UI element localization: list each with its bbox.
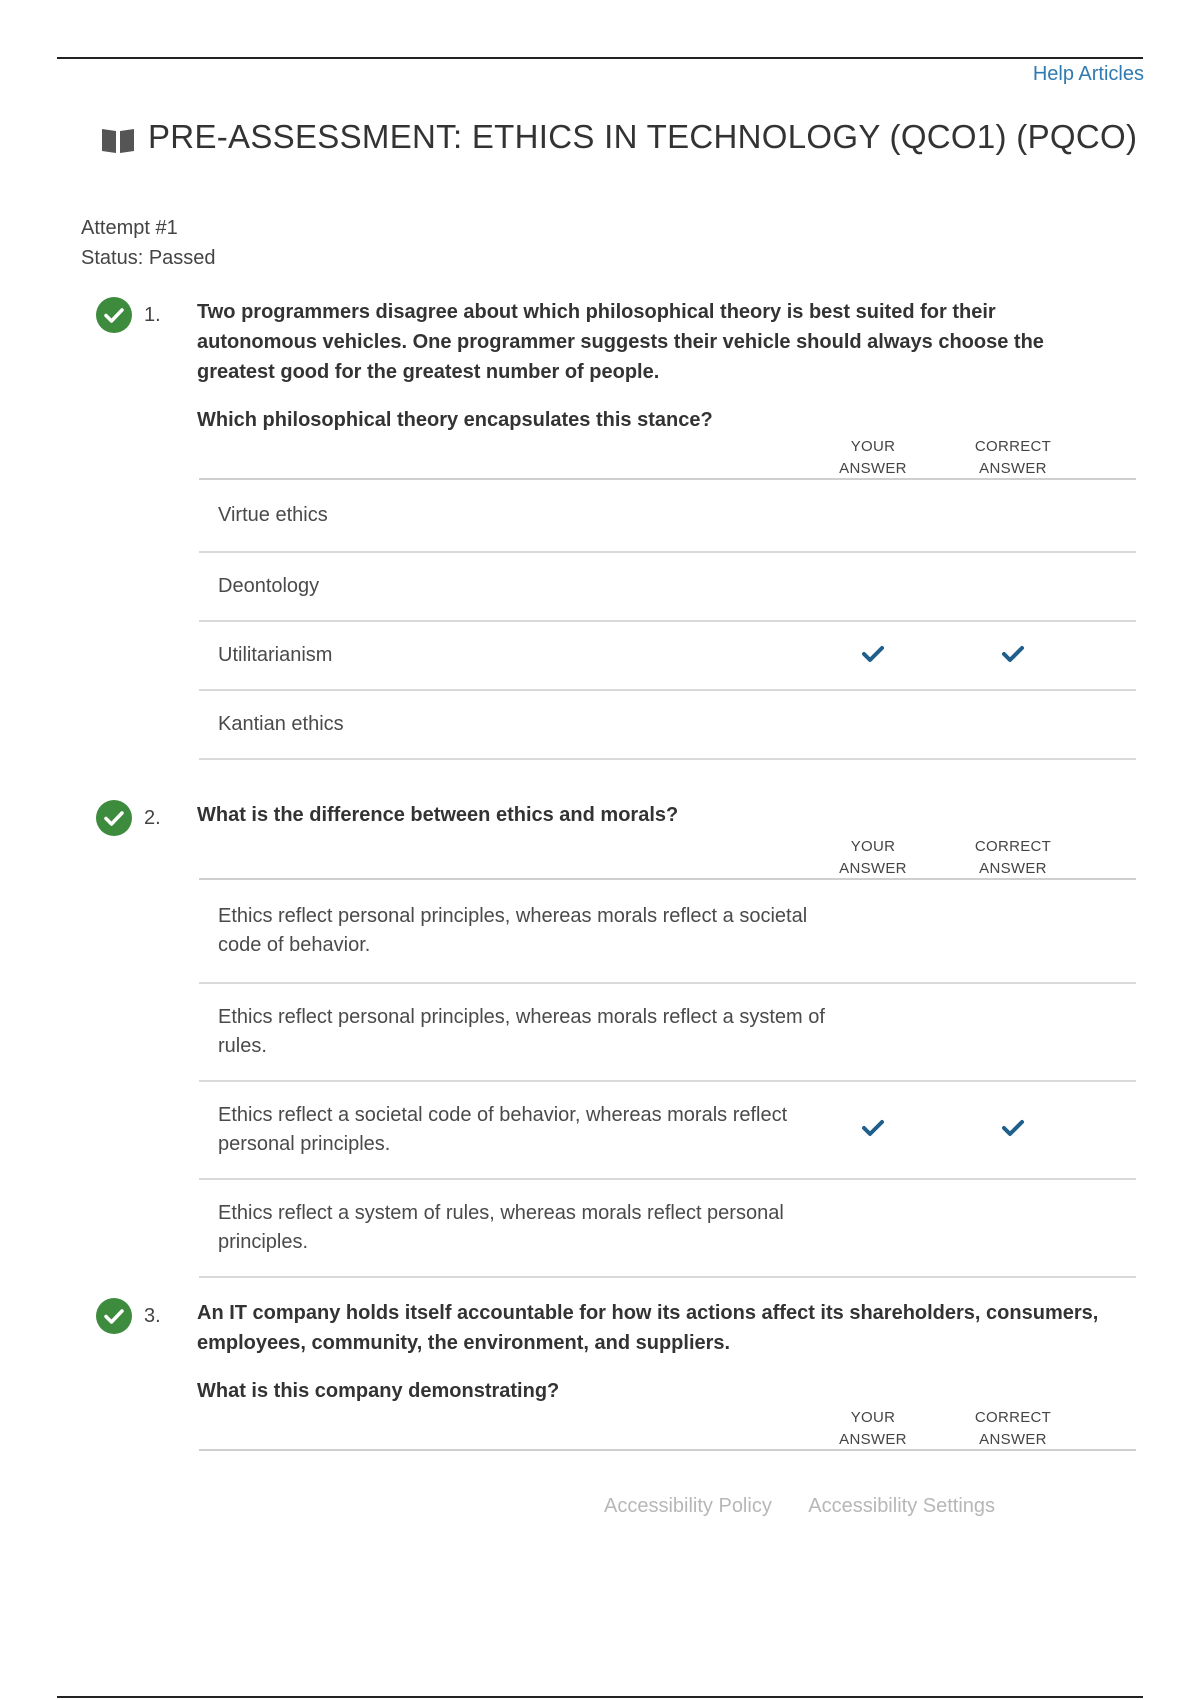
question-2 (96, 800, 1136, 1278)
answer-table (199, 832, 1136, 1278)
accessibility-settings-link[interactable]: Accessibility Settings (808, 1495, 996, 1517)
answer-column-headers (199, 1403, 1136, 1451)
answer-text: Utilitarianism (218, 644, 333, 666)
question-number: 2. (144, 807, 161, 829)
answer-row (199, 691, 1136, 760)
question-text: What is the difference between ethics and morals? (197, 804, 679, 826)
answer-text: Kantian ethics (218, 713, 344, 735)
footer-links (604, 1495, 1027, 1518)
question-header (96, 800, 1136, 830)
your-answer-check-icon (862, 645, 884, 663)
check-circle-icon (96, 1298, 132, 1334)
answer-row (199, 984, 1136, 1082)
top-rule (57, 57, 1143, 59)
your-answer-header: YOUR ANSWER (839, 438, 907, 477)
answer-text: Ethics reflect a societal code of behavior, whereas morals reflect personal principles. (218, 1104, 788, 1155)
answer-row (199, 1180, 1136, 1278)
accessibility-policy-link[interactable]: Accessibility Policy (604, 1495, 772, 1517)
answer-row (199, 553, 1136, 622)
correct-answer-header: CORRECT ANSWER (974, 1409, 1052, 1448)
correct-answer-check-icon (1002, 1119, 1024, 1137)
attempt-info (81, 213, 216, 273)
answer-text: Ethics reflect a system of rules, whereas morals reflect personal principles. (218, 1202, 784, 1253)
correct-answer-header: CORRECT ANSWER (974, 438, 1052, 477)
question-header (96, 1298, 1136, 1358)
your-answer-check-icon (862, 1119, 884, 1137)
answer-column-headers (199, 832, 1136, 880)
question-prompt: Which philosophical theory encapsulates this stance? (197, 409, 713, 431)
question-1 (96, 297, 1136, 760)
answer-text: Deontology (218, 575, 320, 597)
answer-text: Virtue ethics (218, 504, 328, 526)
help-articles-link[interactable]: Help Articles (1032, 63, 1144, 85)
correct-answer-header: CORRECT ANSWER (974, 838, 1052, 877)
question-header (96, 297, 1136, 387)
check-circle-icon (96, 800, 132, 836)
answer-table (199, 432, 1136, 760)
question-text: Two programmers disagree about which philosophical theory is best suited for their autonomous vehicles. One programmer suggests their vehicle should always choose the greatest good for the greatest number of people. (197, 301, 1044, 383)
answer-text: Ethics reflect personal principles, whereas morals reflect a system of rules. (218, 1006, 825, 1057)
page-title: PRE-ASSESSMENT: ETHICS IN TECHNOLOGY (QCO1) (PQCO) (148, 118, 1138, 155)
correct-answer-check-icon (1002, 645, 1024, 663)
answer-row (199, 622, 1136, 691)
answer-row (199, 880, 1136, 984)
answer-text: Ethics reflect personal principles, whereas morals reflect a societal code of behavior. (218, 905, 808, 956)
page-title-row (100, 118, 1137, 156)
question-number: 3. (144, 1305, 161, 1327)
answer-table (199, 1403, 1136, 1451)
answer-column-headers (199, 432, 1136, 480)
question-number: 1. (144, 304, 161, 326)
question-text: An IT company holds itself accountable for how its actions affect its shareholders, consumers, employees, community, the environment, and suppliers. (197, 1302, 1099, 1354)
your-answer-header: YOUR ANSWER (839, 838, 907, 877)
your-answer-header: YOUR ANSWER (839, 1409, 907, 1448)
attempt-status: Status: Passed (81, 247, 216, 269)
answer-row (199, 1082, 1136, 1180)
question-prompt: What is this company demonstrating? (197, 1380, 560, 1402)
check-circle-icon (96, 297, 132, 333)
attempt-number: Attempt #1 (81, 217, 178, 239)
question-3 (96, 1298, 1136, 1451)
answer-row (199, 480, 1136, 553)
book-icon (100, 126, 136, 154)
bottom-rule (57, 1696, 1143, 1698)
